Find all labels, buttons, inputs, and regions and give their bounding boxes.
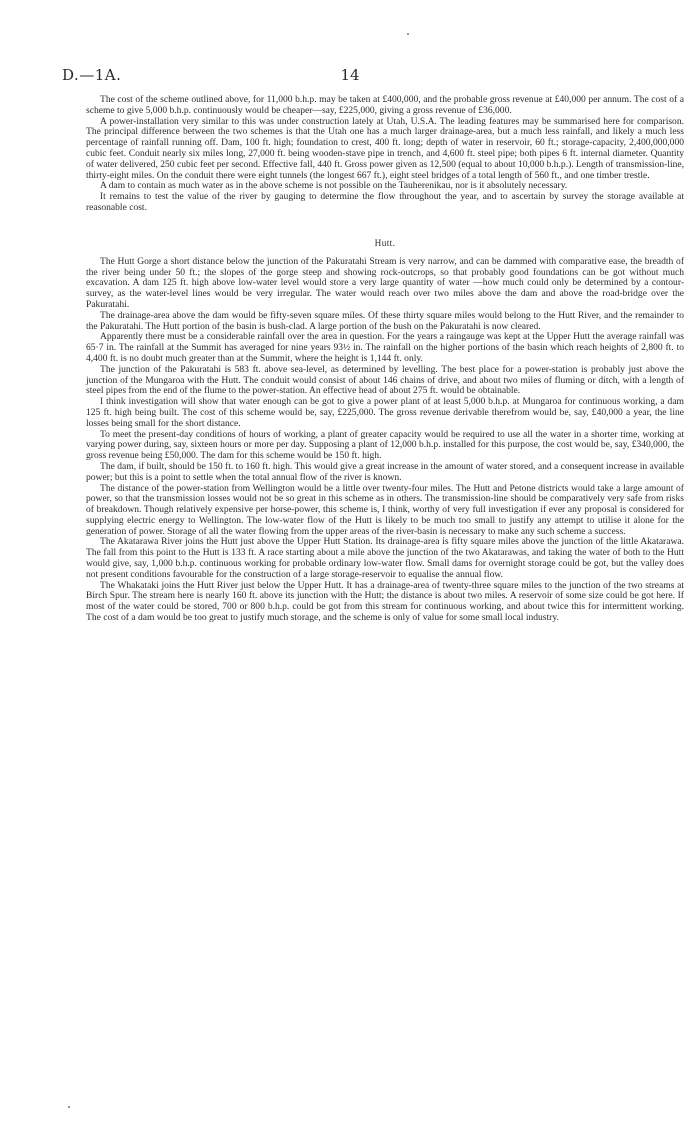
paragraph: The drainage-area above the dam would be fifty-seven square miles. Of these thirty square miles would belong to the Hutt River, and the remainder to the Pakuratahi. The Hutt portion of the basin is bush-clad. A large portion of the bush on the Pakuratahi is now cleared. — [86, 309, 684, 332]
paragraph: The Hutt Gorge a short distance below the junction of the Pakuratahi Stream is very narrow, and can be dammed with comparative ease, the breadth of the river being under 50 ft.; the slopes of the gorge steep and showing rock-outcrops, so that probably good foundations can be got without much excavation. A dam 125 ft. high above low-water level would store a very large quantity of water —how much could only be determined by a contour-survey, as the water-level lines would be very irregular. The water would reach over two miles above the dam and above the road-bridge over the Pakuratahi. — [86, 255, 684, 310]
paragraph: The dam, if built, should be 150 ft. to 160 ft. high. This would give a great increase in the amount of water stored, and a consequent increase in available power; but this is a point to settle when the total annual flow of the river is known. — [86, 460, 684, 483]
paragraph: I think investigation will show that water enough can be got to give a power plant of at least 5,000 b.h.p. at Mungaroa for continuous working, a dam 125 ft. high being built. The cost of this scheme would be, say, £225,000. The gross revenue derivable therefrom would be, say, £40,000 a year, the line losses being small for the short distance. — [86, 396, 684, 429]
paragraph: The cost of the scheme outlined above, for 11,000 b.h.p. may be taken at £400,000, and the probable gross revenue at £40,000 per annum. The cost of a scheme to give 5,000 b.h.p. continuously would be cheaper—say, £225,000, giving a gross revenue of £36,000. — [86, 94, 684, 116]
section-heading: Hutt. — [374, 237, 396, 248]
page-header — [62, 66, 638, 86]
paragraph: The Whakataki joins the Hutt River just below the Upper Hutt. It has a drainage-area of twenty-three square miles to the junction of the two streams at Birch Spur. The stream here is nearly 160 ft. above its junction with the Hutt; the distance is about two miles. A reservoir of some size could be got here. If most of the water could be stored, 700 or 800 b.h.p. could be got from this stream for continuous working, and about twice this for intermittent working. The cost of a dam would be too great to justify much storage, and the scheme is only of value for some small local industry. — [86, 579, 684, 624]
paragraph: A dam to contain as much water as in the above scheme is not possible on the Tauherenikau, nor is it absolutely necessary. — [100, 180, 568, 192]
paragraph: Apparently there must be a considerable rainfall over the area in question. For the years a raingauge was kept at the Upper Hutt the average rainfall was 65·7 in. The rainfall at the Summit has averaged for nine years 93½ in. The rainfall on the higher portions of the basin which reach heights of 2,800 ft. to 4,400 ft. is no doubt much greater than at the Summit, where the height is 1,144 ft. only. — [86, 331, 684, 364]
paragraph: To meet the present-day conditions of hours of working, a plant of greater capacity would be required to use all the water in a shorter time, working at varying power during, say, sixteen hours or more per day. Supposing a plant of 12,000 b.h.p. installed for this purpose, the cost would be, say, £340,000, the gross revenue being £50,000. The dam for this scheme would be 150 ft. high. — [86, 428, 684, 462]
paragraph: The Akatarawa River joins the Hutt just above the Upper Hutt Station. Its drainage-area is fifty square miles above the junction of the little Akatarawa. The fall from this point to the Hutt is 133 ft. A race starting about a mile above the junction of the two Akatarawas, and taking the water of both to the Hutt would give, say, 1,000 b.h.p. continuous working for probable ordinary low-water flow. Small dams for overnight storage could be got, but the valley does not present conditions favourable for the construction of a large storage-reservoir to equalise the annual flow. — [86, 536, 684, 580]
document-code: D.—1A. — [62, 66, 122, 84]
paragraph: It remains to test the value of the river by gauging to determine the flow throughout the year, and to ascertain by survey the storage available at reasonable cost. — [86, 191, 684, 213]
body-text — [86, 95, 684, 624]
paragraph: The junction of the Pakuratahi is 583 ft. above sea-level, as determined by levelling. The best place for a power-station is probably just above the junction of the Mungaroa with the Hutt. The conduit would consist of about 146 chains of drive, and about two miles of fluming or ditch, with a length of steel pipes from the end of the flume to the power-station. An effective head of about 275 ft. would be obtainable. — [86, 363, 684, 397]
paragraph: The distance of the power-station from Wellington would be a little over twenty-four miles. The Hutt and Petone districts would take a large amount of power, so that the transmission losses would not be so great in this scheme as in others. The transmission-line should be comparatively very safe from risks of breakdown. Though relatively expensive per horse-power, this scheme is, I think, worthy of very full investigation if ever any proposal is considered for supplying electric energy to Wellington. The low-water flow of the Hutt is likely to be much too small to justify any attempt to utilise it alone for the generation of power. Storage of all the water flowing from the upper areas of the river-basin is necessary to make any such scheme a success. — [86, 482, 684, 537]
page-number: 14 — [340, 66, 360, 84]
scan-speck — [407, 33, 409, 35]
scan-speck — [68, 1106, 70, 1108]
paragraph: A power-installation very similar to this was under construction lately at Utah, U.S.A. The leading features may be summarised here for comparison. The principal difference between the two schemes is that the Utah one has a much larger drainage-area, but a much less rainfall, and likely a much less percentage of rainfall running off. Dam, 100 ft. high; foundation to crest, 400 ft. long; depth of water in reservoir, 60 ft.; storage-capacity, 2,400,000,000 cubic feet. Conduit nearly six miles long, 27,000 ft. being wooden-stave pipe in trench, and 4,600 ft. steel pipe; both pipes 6 ft. internal diameter. Quantity of water delivered, 250 cubic feet per second. Effective fall, 440 ft. Gross power given as 12,500 (equal to about 10,000 b.h.p.). Length of transmission-line, thirty-eight miles. On the conduit there were eight tunnels (the longest 667 ft.), eight steel bridges of a total length of 560 ft., and one timber trestle. — [86, 115, 684, 181]
